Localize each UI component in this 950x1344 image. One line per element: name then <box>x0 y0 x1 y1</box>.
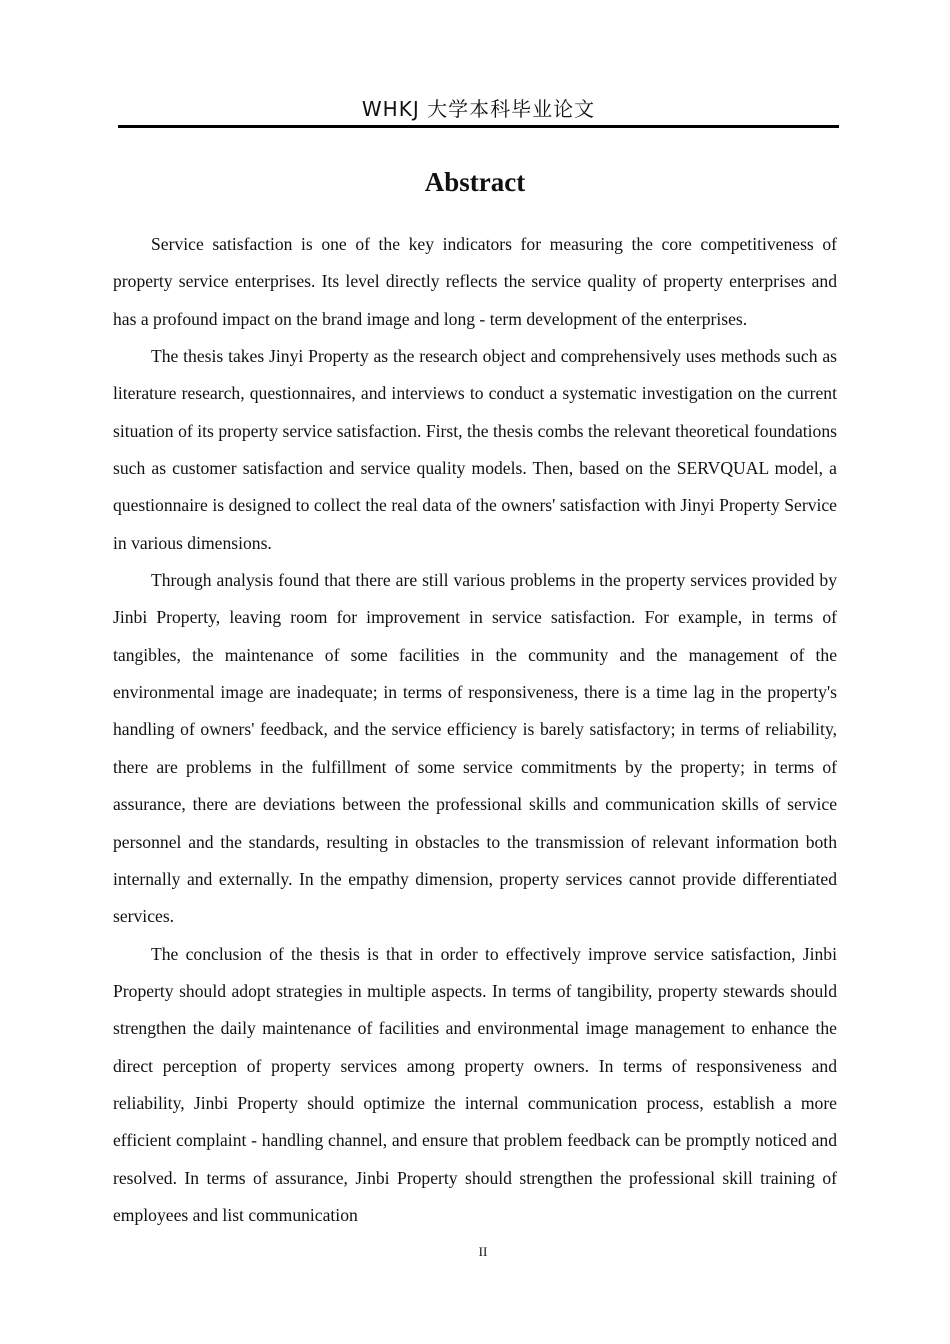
header-rule <box>118 125 839 128</box>
abstract-paragraph-4: The conclusion of the thesis is that in order to effectively improve service satisfaction, Jinbi Property should adopt strategies in multiple aspects. In terms of tangibility, property stewards should strengthen the daily maintenance of facilities and environmental image management to enhance the direct perception of property services among property owners. In terms of responsiveness and reliability, Jinbi Property should optimize the internal communication process, establish a more efficient complaint - handling channel, and ensure that problem feedback can be promptly noticed and resolved. In terms of assurance, Jinbi Property should strengthen the professional skill training of employees and list communication <box>113 943 837 1225</box>
page-number: II <box>478 1244 488 1259</box>
abstract-paragraph-1: Service satisfaction is one of the key indicators for measuring the core competitiveness of property service enterprises. Its level directly reflects the service quality of property enterprises and has a profound impact on the brand image and long - term development of the enterprises. <box>113 234 837 329</box>
abstract-paragraph-2: The thesis takes Jinyi Property as the research object and comprehensively uses methods such as literature research, questionnaires, and interviews to conduct a systematic investigation on the current situation of its property service satisfaction. First, the thesis combs the relevant theoretical foundations such as customer satisfaction and service quality models. Then, based on the SERVQUAL model, a questionnaire is designed to collect the real data of the owners' satisfaction with Jinyi Property Service in various dimensions. <box>113 346 837 553</box>
abstract-paragraph-3: Through analysis found that there are still various problems in the property services provided by Jinbi Property, leaving room for improvement in service satisfaction. For example, in terms of tangibles, the maintenance of some facilities in the community and the management of the environmental image are inadequate; in terms of responsiveness, there is a time lag in the property's handling of owners' feedback, and the service efficiency is barely satisfactory; in terms of reliability, there are problems in the fulfillment of some service commitments by the property; in terms of assurance, there are deviations between the professional skills and communication skills of service personnel and the standards, resulting in obstacles to the transmission of relevant information both internally and externally. In the empathy dimension, property services cannot provide differentiated services. <box>113 570 837 927</box>
abstract-body <box>113 226 837 1234</box>
running-header: WHKJ 大学本科毕业论文 <box>361 97 596 121</box>
abstract-title: Abstract <box>424 167 526 197</box>
